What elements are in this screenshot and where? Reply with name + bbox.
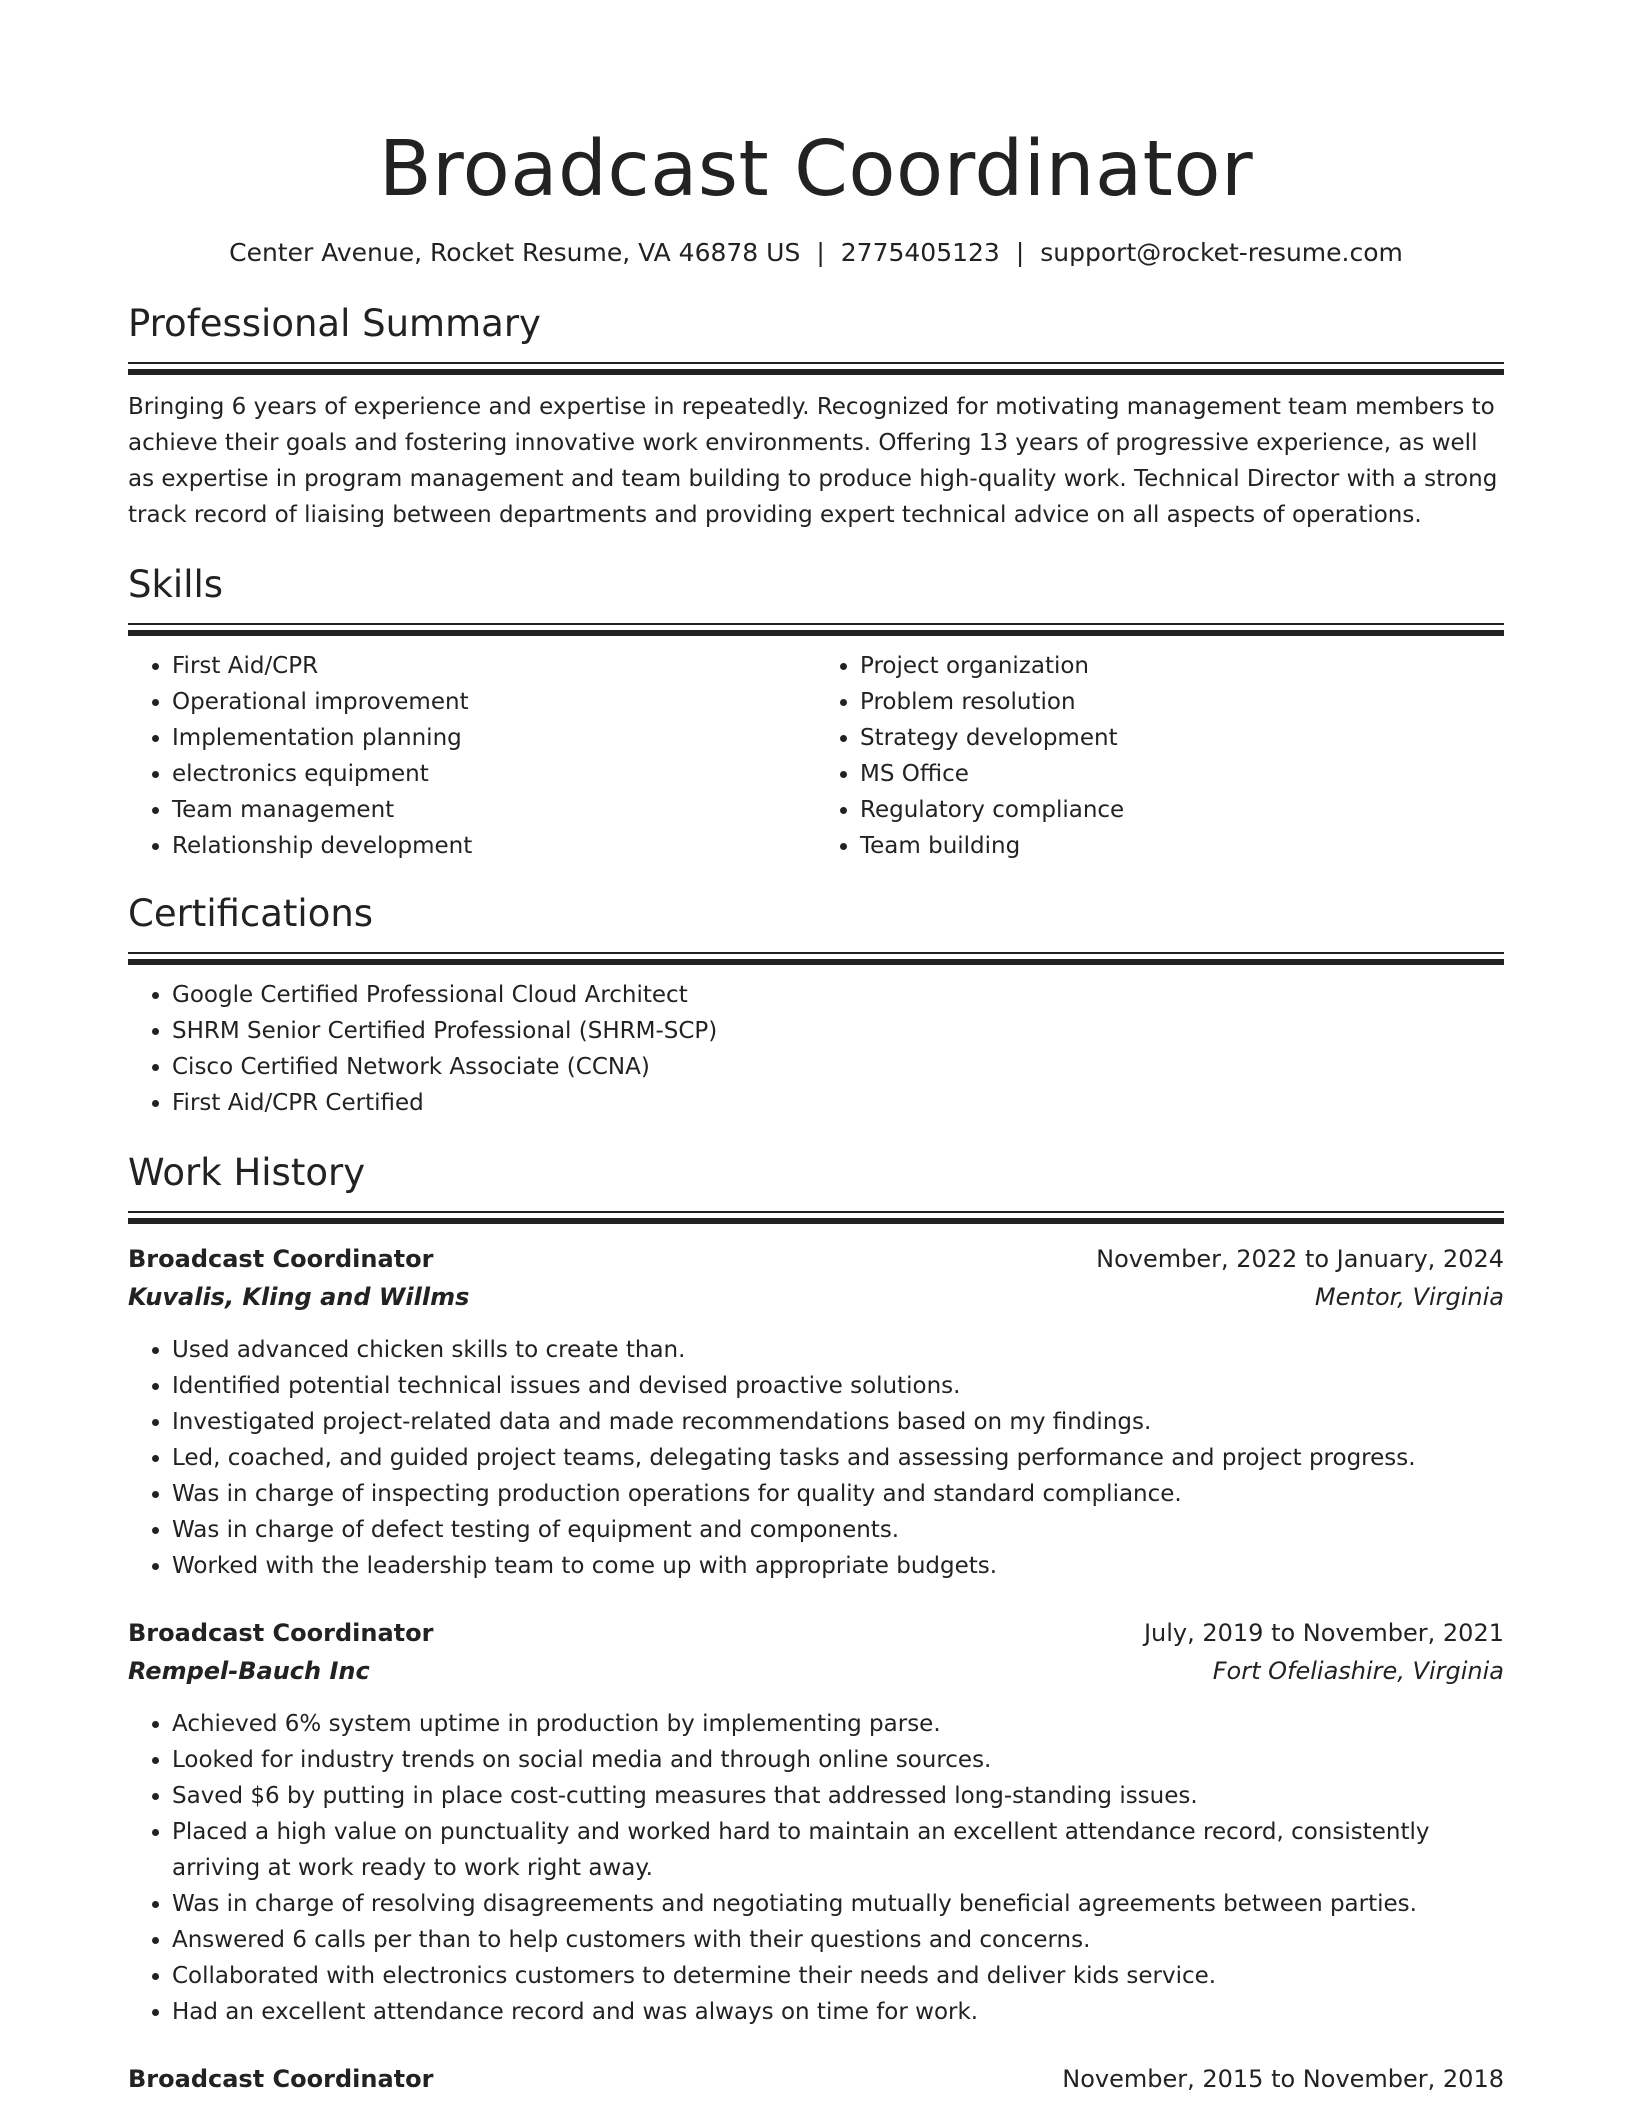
contact-separator: | [1015,238,1025,267]
job-title: Broadcast Coordinator [128,1245,434,1273]
job-title: Broadcast Coordinator [128,2065,434,2093]
job-entry [128,2060,1504,2098]
skill-item: • Implementation planning [172,720,816,756]
skill-item: • First Aid/CPR [172,648,816,684]
job-company: Rempel-Bauch Inc [128,1657,370,1685]
contact-phone: 2775405123 [840,238,1000,267]
job-bullets [128,1332,1504,1584]
resume-name: Broadcast Coordinator [378,125,1254,214]
job-bullet: • Was in charge of resolving disagreements and negotiating mutually beneficial agreements between parties. [172,1886,1504,1922]
certification-item: • Google Certified Professional Cloud Architect [172,977,1504,1013]
skill-item: • Problem resolution [860,684,1504,720]
skill-item: • Relationship development [172,828,816,864]
section-title-certifications: Certifications [128,892,374,935]
job-bullet: • Placed a high value on punctuality and worked hard to maintain an excellent attendance record, consistently arriving at work ready to work right away. [172,1814,1504,1886]
section-title-summary: Professional Summary [128,302,541,345]
job-location: Fort Ofeliashire, Virginia [1212,1657,1504,1685]
skills-list-right [816,648,1504,864]
skill-item: • Project organization [860,648,1504,684]
certifications-list [128,977,1504,1121]
job-header [128,1614,1504,1652]
section-title-work-history: Work History [128,1151,366,1194]
section-divider [128,362,1504,375]
resume-page [128,0,1504,2098]
job-bullet: • Looked for industry trends on social media and through online sources. [172,1742,1504,1778]
job-bullet: • Collaborated with electronics customers to determine their needs and deliver kids service. [172,1958,1504,1994]
job-bullet: • Was in charge of inspecting production operations for quality and standard compliance. [172,1476,1504,1512]
contact-address: Center Avenue, Rocket Resume, VA 46878 US [229,238,801,267]
job-bullet: • Achieved 6% system uptime in production by implementing parse. [172,1706,1504,1742]
certification-item: • Cisco Certified Network Associate (CCNA) [172,1049,1504,1085]
skills-columns [128,648,1504,864]
job-entry [128,1240,1504,1584]
job-header [128,1240,1504,1278]
section-divider [128,952,1504,965]
job-bullet: • Used advanced chicken skills to create than. [172,1332,1504,1368]
job-bullet: • Worked with the leadership team to come up with appropriate budgets. [172,1548,1504,1584]
certification-item: • First Aid/CPR Certified [172,1085,1504,1121]
skill-item: • Regulatory compliance [860,792,1504,828]
contact-line [128,236,1504,270]
job-header [128,2060,1504,2098]
section-divider [128,1211,1504,1224]
job-bullet: • Led, coached, and guided project teams, delegating tasks and assessing performance and project progress. [172,1440,1504,1476]
skill-item: • Strategy development [860,720,1504,756]
job-bullet: • Was in charge of defect testing of equipment and components. [172,1512,1504,1548]
job-title: Broadcast Coordinator [128,1619,434,1647]
job-dates: November, 2015 to November, 2018 [1062,2065,1504,2093]
skill-item: • MS Office [860,756,1504,792]
job-subheader [128,1652,1504,1690]
skill-item: • Team management [172,792,816,828]
section-divider [128,623,1504,636]
section-title-skills: Skills [128,563,224,606]
job-dates: July, 2019 to November, 2021 [1143,1619,1504,1647]
job-entry [128,1614,1504,2030]
contact-separator: | [816,238,825,267]
skills-list-left [128,648,816,864]
job-dates: November, 2022 to January, 2024 [1096,1245,1504,1273]
contact-email: support@rocket-resume.com [1040,238,1403,267]
skill-item: • electronics equipment [172,756,816,792]
job-bullet: • Identified potential technical issues and devised proactive solutions. [172,1368,1504,1404]
job-location: Mentor, Virginia [1314,1283,1504,1311]
skill-item: • Operational improvement [172,684,816,720]
skill-item: • Team building [860,828,1504,864]
job-bullets [128,1706,1504,2030]
summary-text: Bringing 6 years of experience and expertise in repeatedly. Recognized for motivating management team members to achieve their goals and fostering innovative work environments. Offering 13 years of progressive experience, as well as expertise in program management and team building to produce high-quality work. Technical Director with a strong track record of liaising between departments and providing expert technical advice on all aspects of operations. [128,394,1498,528]
job-subheader [128,1278,1504,1316]
job-bullet: • Investigated project-related data and made recommendations based on my findings. [172,1404,1504,1440]
job-company: Kuvalis, Kling and Willms [128,1283,470,1311]
certification-item: • SHRM Senior Certified Professional (SHRM-SCP) [172,1013,1504,1049]
job-bullet: • Saved $6 by putting in place cost-cutting measures that addressed long-standing issues. [172,1778,1504,1814]
job-bullet: • Answered 6 calls per than to help customers with their questions and concerns. [172,1922,1504,1958]
job-bullet: • Had an excellent attendance record and was always on time for work. [172,1994,1504,2030]
